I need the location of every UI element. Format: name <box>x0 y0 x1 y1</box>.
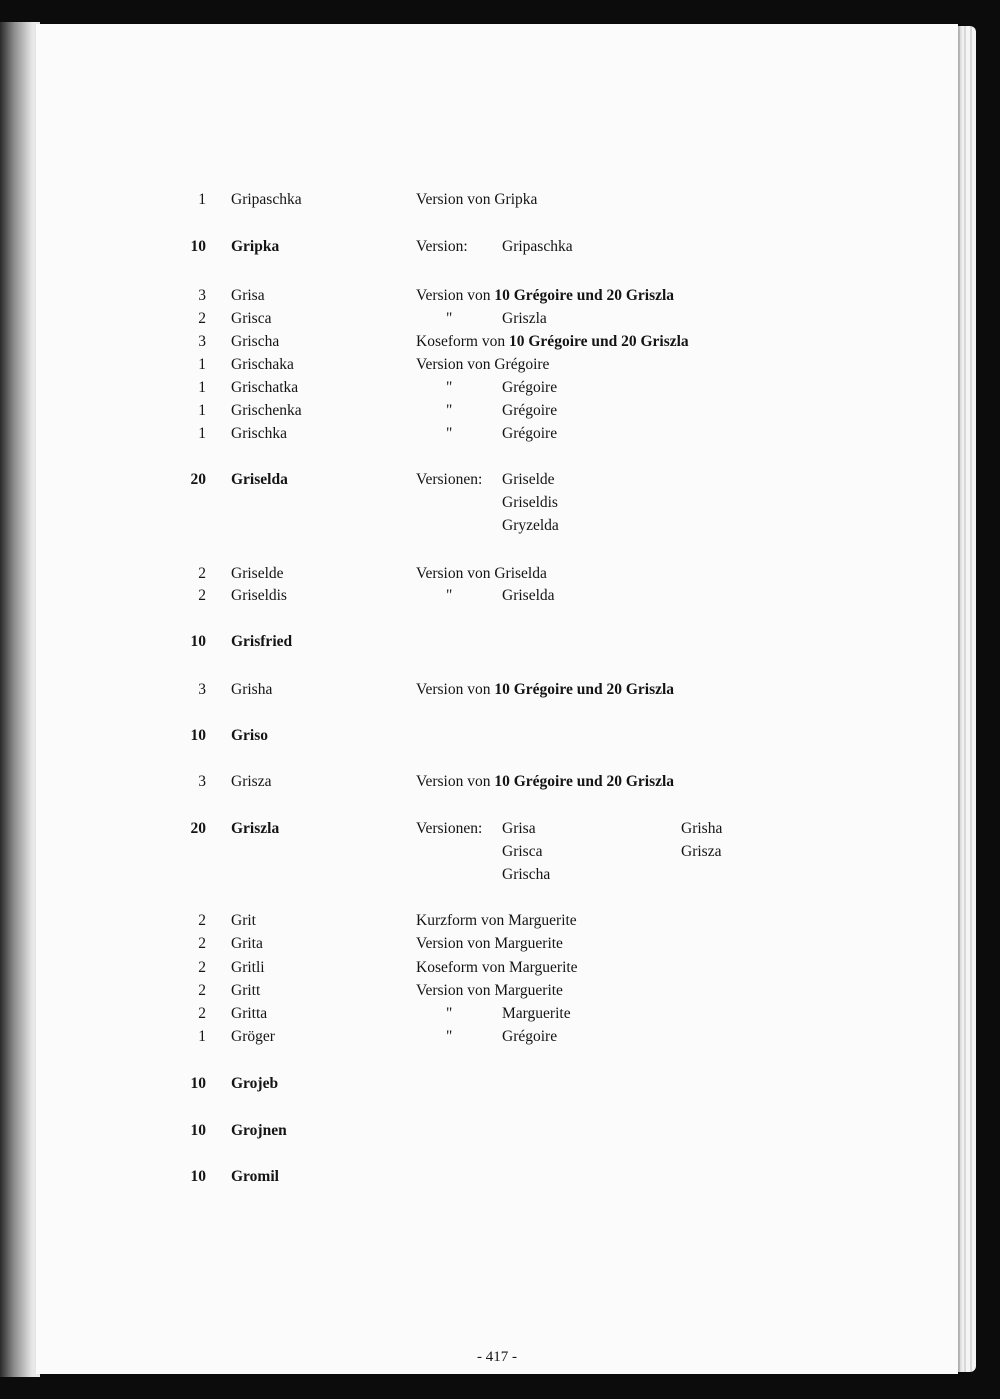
entry-name: Grischenka <box>231 402 302 419</box>
ditto-mark: " <box>446 425 453 442</box>
entry-count: 2 <box>198 912 206 929</box>
entry-count: 20 <box>190 820 206 837</box>
entry-name: Griszla <box>231 820 280 837</box>
entry-count: 10 <box>190 727 206 744</box>
version-item: Griselde <box>502 471 555 488</box>
entry-count: 10 <box>190 633 206 650</box>
entry-name: Gripaschka <box>231 191 302 208</box>
entry-description: Koseform von Marguerite <box>416 959 578 976</box>
entry-description: Version von Marguerite <box>416 982 563 999</box>
entry-count: 1 <box>198 191 206 208</box>
entry-name: Griso <box>231 727 269 744</box>
entry-count: 2 <box>198 935 206 952</box>
entry-count: 3 <box>198 681 206 698</box>
entry-name: Grischaka <box>231 356 294 373</box>
entry-description-label: Versionen: <box>416 471 483 488</box>
version-item: Grisza <box>681 843 722 860</box>
entry-name: Grisfried <box>231 633 293 650</box>
entry-description-value: Gripaschka <box>502 238 573 255</box>
version-item: Grisca <box>502 843 543 860</box>
ditto-mark: " <box>446 379 453 396</box>
entry-description-prefix: Version von <box>416 287 495 304</box>
book-left-edge <box>0 22 40 1377</box>
entry-description <box>416 772 674 792</box>
entry-count: 10 <box>190 1075 206 1092</box>
entry-name: Grisha <box>231 681 273 698</box>
entry-name: Gromil <box>231 1168 279 1185</box>
entry-description-ref: 10 Grégoire und 20 Griszla <box>494 287 675 304</box>
entry-count: 2 <box>198 587 206 604</box>
entry-name: Grisca <box>231 310 272 327</box>
entry-description-prefix: Koseform von <box>416 333 509 350</box>
entry-name: Gritta <box>231 1005 268 1022</box>
entry-description-label: Version: <box>416 238 468 255</box>
entry-name: Grischatka <box>231 379 299 396</box>
entry-name: Griselde <box>231 565 284 582</box>
version-item: Grisha <box>681 820 723 837</box>
entry-name: Grit <box>231 912 256 929</box>
entry-description-ref: 10 Grégoire und 20 Griszla <box>509 333 689 350</box>
entry-description-value: Marguerite <box>502 1005 571 1022</box>
entry-name: Grisa <box>231 287 265 304</box>
entry-name: Gritt <box>231 982 261 999</box>
entry-description <box>416 680 674 700</box>
entry-name: Grischka <box>231 425 287 442</box>
entry-name: Grisza <box>231 773 272 790</box>
entry-count: 20 <box>190 471 206 488</box>
entry-name: Grojnen <box>231 1122 287 1139</box>
entry-count: 3 <box>198 333 206 350</box>
entry-count: 10 <box>190 1122 206 1139</box>
entry-description-value: Griselda <box>502 587 555 604</box>
entry-description-prefix: Version von <box>416 681 495 698</box>
entry-count: 1 <box>198 356 206 373</box>
entry-count: 2 <box>198 310 206 327</box>
version-item: Grischa <box>502 866 551 883</box>
version-item: Grisa <box>502 820 536 837</box>
entry-name: Griselda <box>231 471 288 488</box>
entry-name: Gröger <box>231 1028 275 1045</box>
entry-description: Kurzform von Marguerite <box>416 912 577 929</box>
entry-description: Version von Gripka <box>416 191 538 208</box>
entry-count: 3 <box>198 287 206 304</box>
book-page <box>36 24 958 1374</box>
entry-description-value: Grégoire <box>502 402 558 419</box>
entry-count: 10 <box>190 238 206 255</box>
version-item: Gryzelda <box>502 517 559 534</box>
entry-count: 3 <box>198 773 206 790</box>
entry-description: Version von Grégoire <box>416 356 550 373</box>
entry-description: Version von Marguerite <box>416 935 563 952</box>
ditto-mark: " <box>446 1005 453 1022</box>
entry-description-label: Versionen: <box>416 820 483 837</box>
entry-description-ref: 10 Grégoire und 20 Griszla <box>494 681 675 698</box>
entry-count: 1 <box>198 425 206 442</box>
entry-description-value: Griszla <box>502 310 547 327</box>
entry-description-prefix: Version von <box>416 773 495 790</box>
entry-name: Gritli <box>231 959 265 976</box>
version-item: Griseldis <box>502 494 558 511</box>
entry-count: 1 <box>198 402 206 419</box>
entry-count: 1 <box>198 379 206 396</box>
entry-name: Gripka <box>231 238 280 255</box>
entry-name: Griseldis <box>231 587 287 604</box>
entry-description: Version von Griselda <box>416 565 547 582</box>
ditto-mark: " <box>446 1028 453 1045</box>
entry-count: 2 <box>198 565 206 582</box>
page-number: - 417 - <box>477 1349 517 1365</box>
entry-count: 2 <box>198 959 206 976</box>
entry-name: Grojeb <box>231 1075 279 1092</box>
ditto-mark: " <box>446 587 453 604</box>
entry-count: 1 <box>198 1028 206 1045</box>
entry-description <box>416 332 689 352</box>
entry-description-value: Grégoire <box>502 425 558 442</box>
entry-name: Grita <box>231 935 263 952</box>
ditto-mark: " <box>446 310 453 327</box>
entry-count: 10 <box>190 1168 206 1185</box>
entry-description-value: Grégoire <box>502 1028 558 1045</box>
ditto-mark: " <box>446 402 453 419</box>
entry-count: 2 <box>198 1005 206 1022</box>
entry-count: 2 <box>198 982 206 999</box>
entry-description-ref: 10 Grégoire und 20 Griszla <box>494 773 675 790</box>
entry-description <box>416 286 674 306</box>
entry-name: Grischa <box>231 333 280 350</box>
entry-description-value: Grégoire <box>502 379 558 396</box>
